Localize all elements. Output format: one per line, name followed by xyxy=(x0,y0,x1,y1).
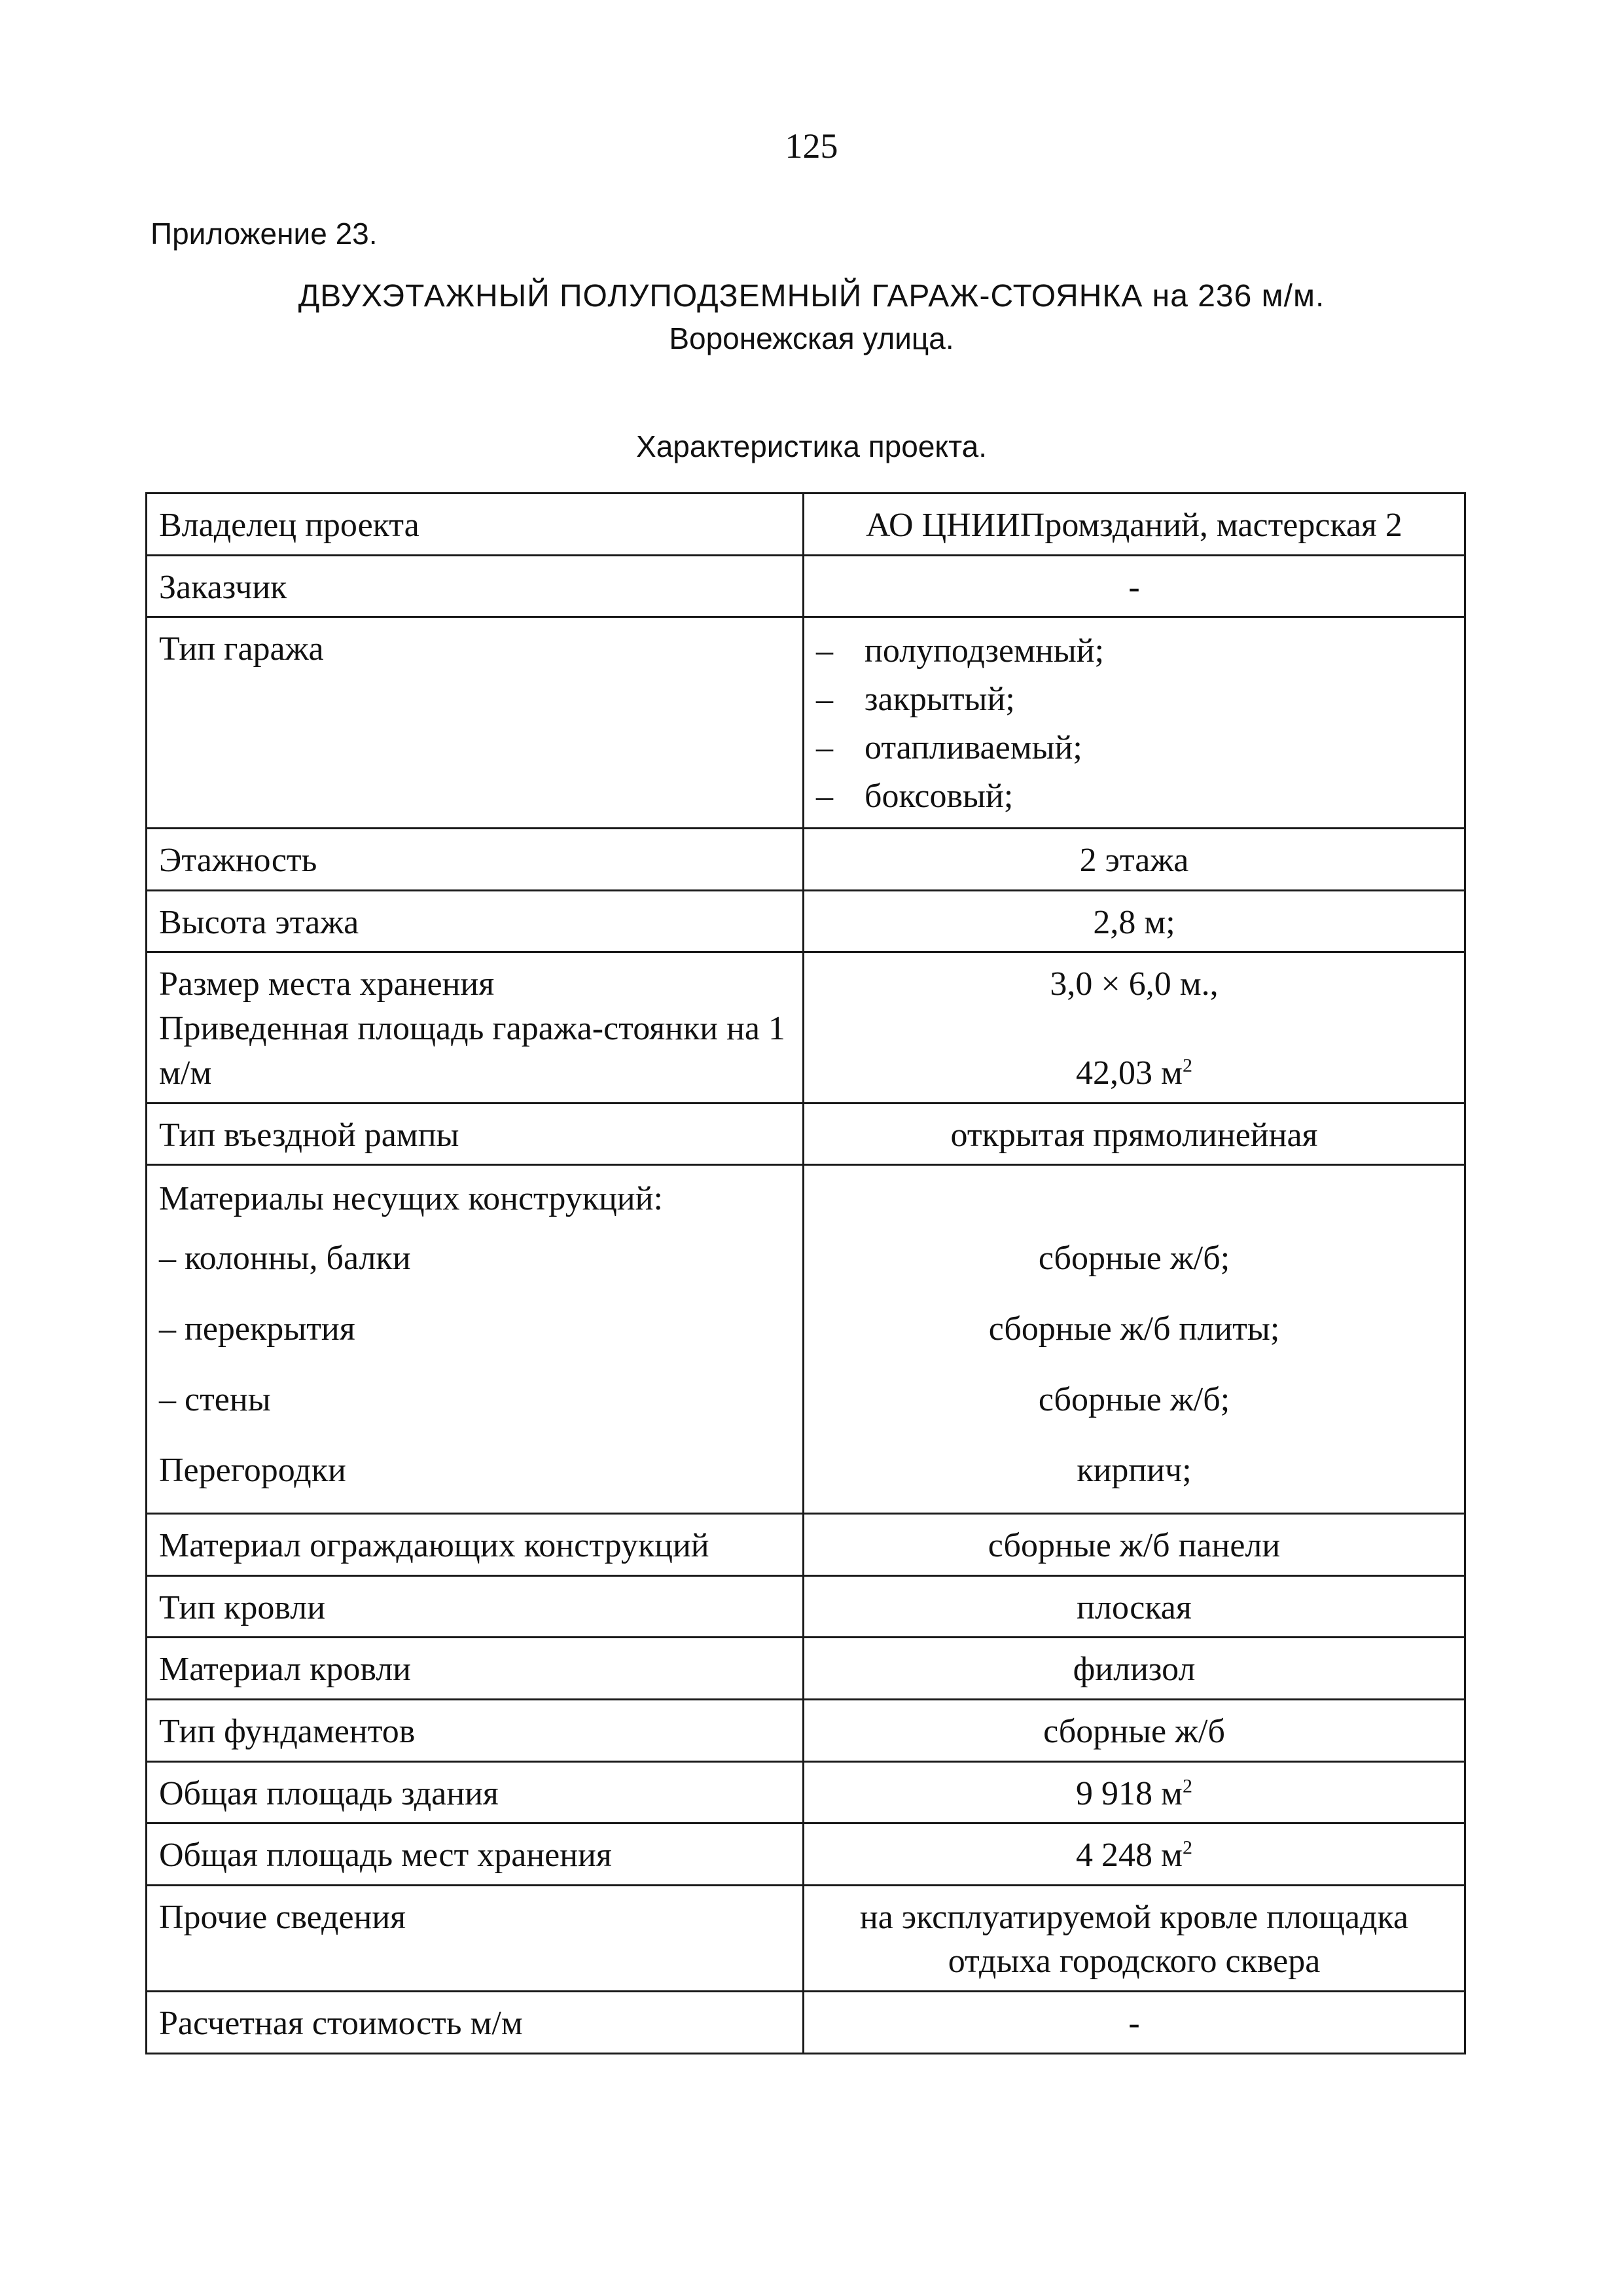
table-row xyxy=(147,493,1465,556)
section-caption: Характеристика проекта. xyxy=(636,429,987,463)
other-label: Прочие сведения xyxy=(147,1885,804,1991)
garage-type-item: отапливаемый; xyxy=(865,729,1082,767)
reduced-area-value: 42,03 м xyxy=(1076,1054,1183,1092)
material-item-label: Перегородки xyxy=(159,1452,346,1490)
table-row xyxy=(147,1103,1465,1165)
table-row xyxy=(147,1991,1465,2053)
garage-type-list xyxy=(816,627,1452,821)
dash-marker: – xyxy=(816,632,833,670)
total-area-cell xyxy=(804,1761,1465,1823)
squared-mark: 2 xyxy=(1182,1775,1192,1797)
reduced-area-label: Приведенная площадь гаража-стоянки на 1 м/м xyxy=(159,1009,785,1092)
storage-area-cell xyxy=(804,1823,1465,1886)
table-row xyxy=(147,1761,1465,1823)
floor-height-label: Высота этажа xyxy=(147,890,804,952)
floor-height-value: 2,8 м; xyxy=(804,890,1465,952)
materials-value-list xyxy=(816,1223,1452,1506)
ramp-value: открытая прямолинейная xyxy=(804,1103,1465,1165)
dash-marker: – xyxy=(816,778,833,816)
material-item-value: кирпич; xyxy=(1077,1452,1192,1490)
table-row xyxy=(147,1885,1465,1991)
table-row xyxy=(147,1823,1465,1886)
storage-size-label: Размер места хранения xyxy=(159,965,495,1003)
garage-type-item: боксовый; xyxy=(865,778,1014,816)
reduced-area-wrap xyxy=(816,1051,1452,1096)
total-area-label: Общая площадь здания xyxy=(147,1761,804,1823)
storage-area-value: 4 248 м xyxy=(1076,1837,1183,1874)
roof-material-label: Материал кровли xyxy=(147,1638,804,1700)
storage-area-label: Общая площадь мест хранения xyxy=(147,1823,804,1886)
material-item-value: сборные ж/б; xyxy=(1038,1381,1230,1419)
table-row xyxy=(147,952,1465,1103)
dash-marker: – xyxy=(816,729,833,767)
ramp-label: Тип въездной рампы xyxy=(147,1103,804,1165)
squared-mark: 2 xyxy=(1182,1837,1192,1859)
storage-size-cell xyxy=(147,952,804,1103)
customer-value: - xyxy=(804,555,1465,617)
material-item-label: – колонны, балки xyxy=(159,1240,411,1278)
floors-label: Этажность xyxy=(147,829,804,891)
document-subtitle: Воронежская улица. xyxy=(669,321,954,355)
page-number: 125 xyxy=(785,126,838,166)
list-item xyxy=(816,627,1452,675)
table-row xyxy=(147,617,1465,829)
materials-list xyxy=(159,1223,791,1506)
table-row xyxy=(147,1514,1465,1576)
roof-type-label: Тип кровли xyxy=(147,1575,804,1638)
materials-values xyxy=(804,1165,1465,1514)
materials-label: Материалы несущих конструкций: xyxy=(159,1180,663,1218)
foundation-label: Тип фундаментов xyxy=(147,1699,804,1761)
material-item-value: сборные ж/б плиты; xyxy=(988,1310,1280,1348)
enclosing-value: сборные ж/б панели xyxy=(804,1514,1465,1576)
project-characteristics-table xyxy=(145,492,1466,2054)
table-row xyxy=(147,1638,1465,1700)
list-item xyxy=(816,772,1452,821)
table-row xyxy=(147,1165,1465,1514)
roof-type-value: плоская xyxy=(804,1575,1465,1638)
squared-mark: 2 xyxy=(1182,1054,1192,1077)
materials-cell xyxy=(147,1165,804,1514)
material-item-label: – перекрытия xyxy=(159,1310,355,1348)
table-row xyxy=(147,555,1465,617)
document-title: ДВУХЭТАЖНЫЙ ПОЛУПОДЗЕМНЫЙ ГАРАЖ-СТОЯНКА на 236 м/м. xyxy=(298,279,1325,314)
garage-type-label: Тип гаража xyxy=(147,617,804,829)
material-item-value: сборные ж/б; xyxy=(1038,1240,1230,1278)
owner-value: АО ЦНИИПромзданий, мастерская 2 xyxy=(804,493,1465,556)
dash-marker: – xyxy=(816,681,833,719)
cost-label: Расчетная стоимость м/м xyxy=(147,1991,804,2053)
roof-material-value: филизол xyxy=(804,1638,1465,1700)
cost-value: - xyxy=(804,1991,1465,2053)
other-value: на эксплуатируемой кровле площадка отдыха городского сквера xyxy=(804,1885,1465,1991)
storage-size-value: 3,0 × 6,0 м., xyxy=(1050,965,1219,1003)
garage-type-item: закрытый; xyxy=(865,681,1015,719)
table-row xyxy=(147,890,1465,952)
list-item xyxy=(816,675,1452,724)
total-area-value: 9 918 м xyxy=(1076,1774,1183,1812)
garage-type-value xyxy=(804,617,1465,829)
appendix-label: Приложение 23. xyxy=(151,217,378,251)
foundation-value: сборные ж/б xyxy=(804,1699,1465,1761)
material-item-label: – стены xyxy=(159,1381,271,1419)
floors-value: 2 этажа xyxy=(804,829,1465,891)
table-row xyxy=(147,1575,1465,1638)
owner-label: Владелец проекта xyxy=(147,493,804,556)
garage-type-item: полуподземный; xyxy=(865,632,1105,670)
customer-label: Заказчик xyxy=(147,555,804,617)
list-item xyxy=(816,724,1452,772)
table-row xyxy=(147,1699,1465,1761)
table-row xyxy=(147,829,1465,891)
storage-size-values xyxy=(804,952,1465,1103)
enclosing-label: Материал ограждающих конструкций xyxy=(147,1514,804,1576)
